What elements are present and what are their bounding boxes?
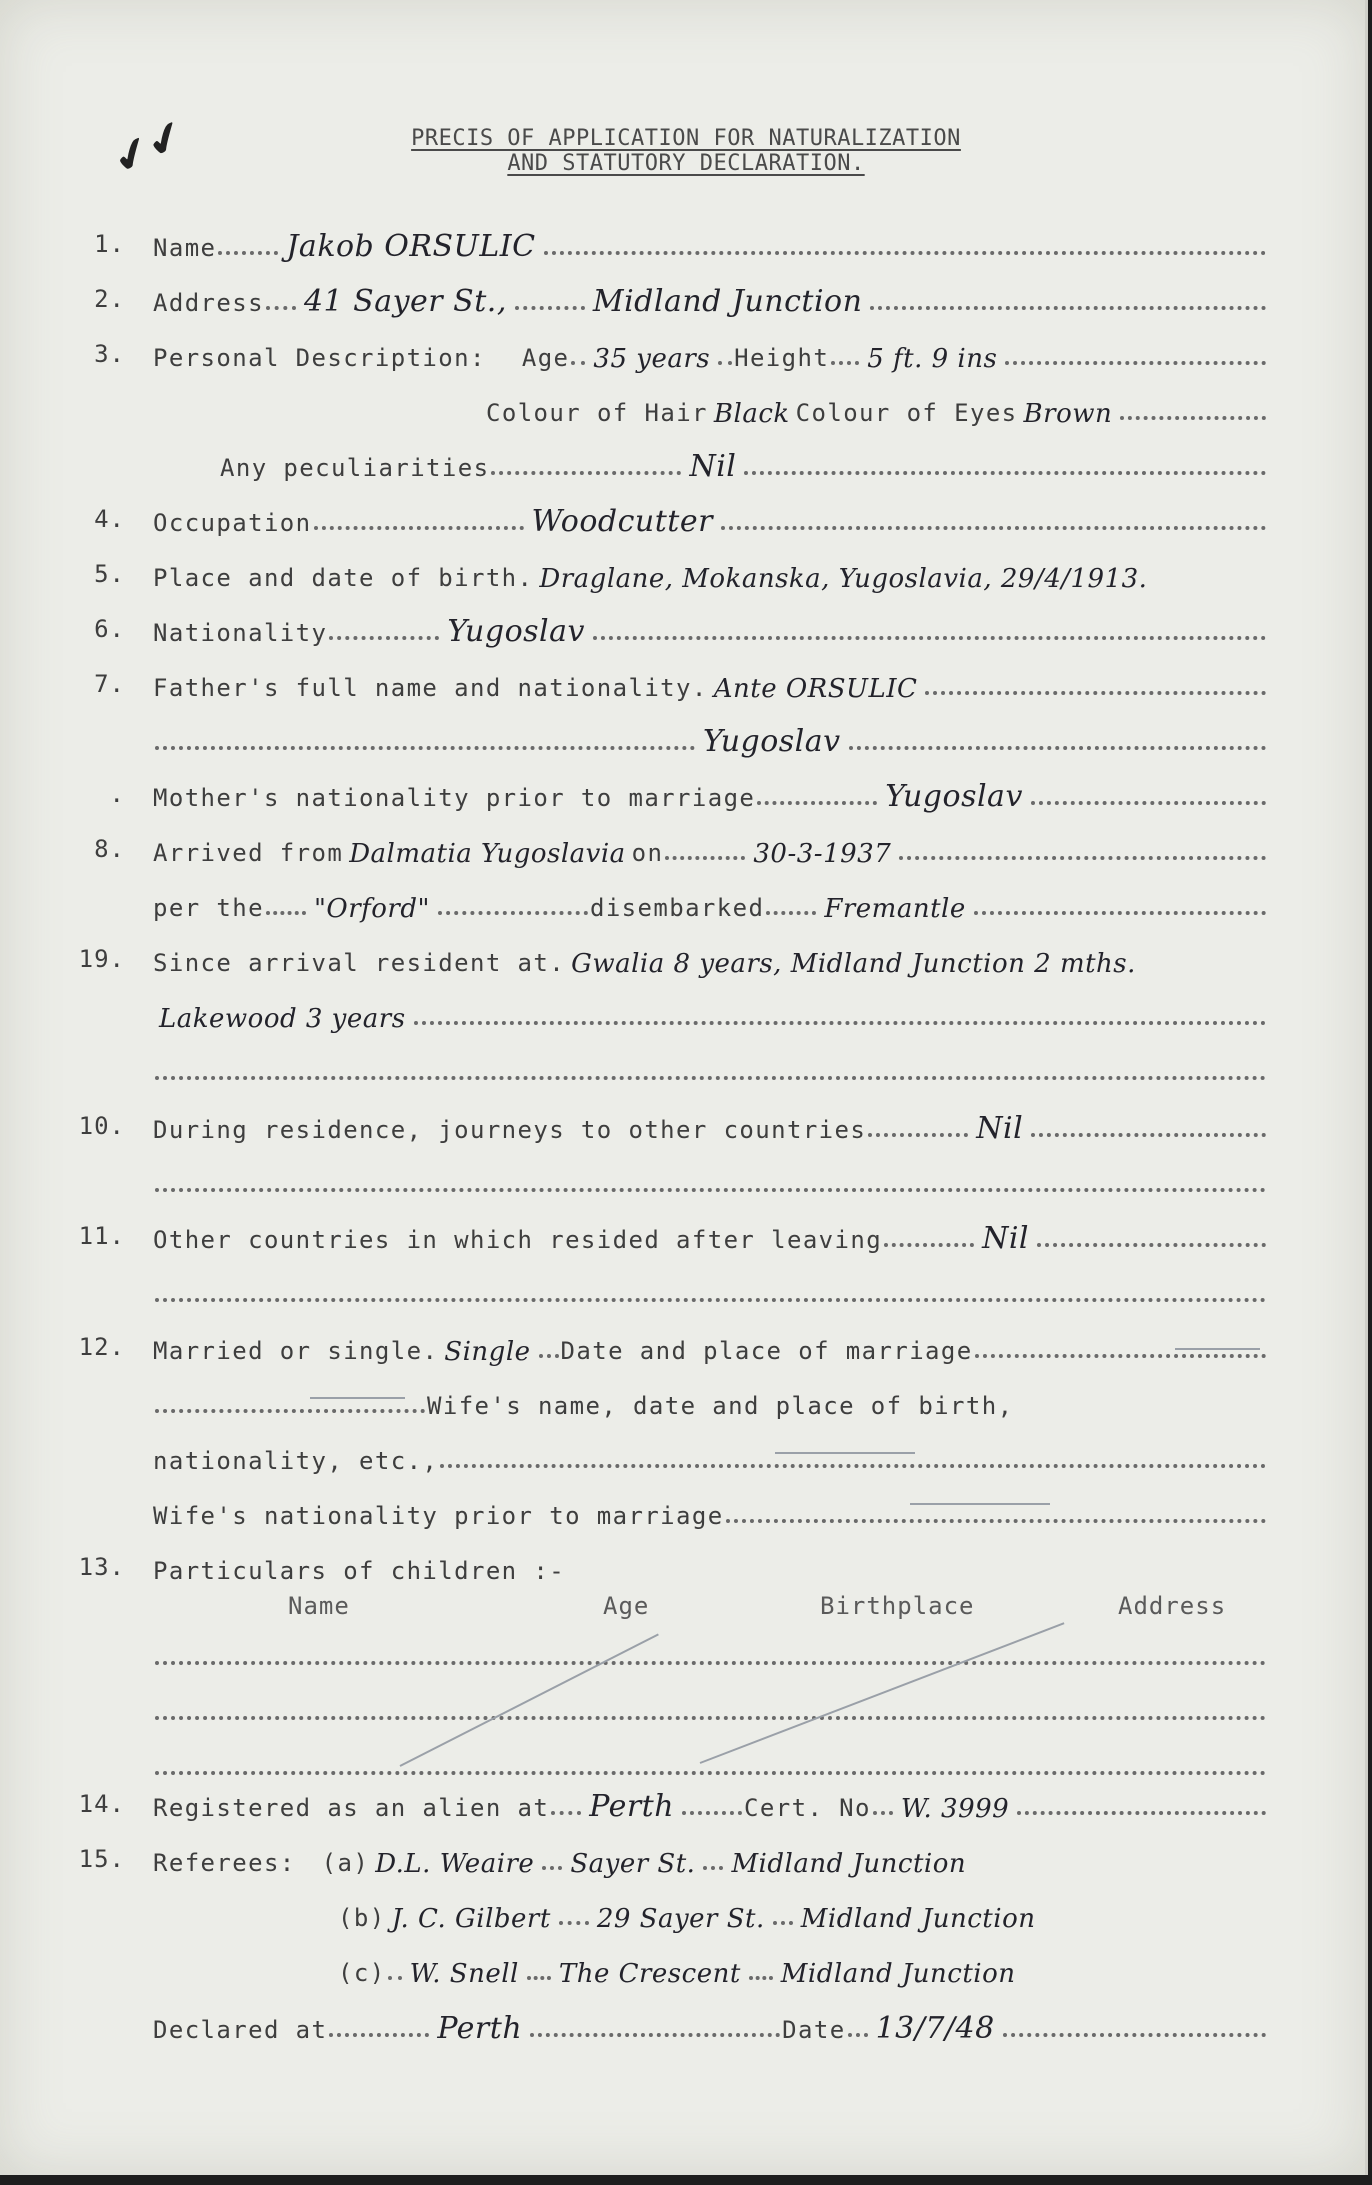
label-mother: Mother's nationality prior to marriage [153, 784, 756, 812]
field-peculiarities [220, 448, 1268, 482]
label-married: Married or single [153, 1337, 423, 1365]
item-number: 3. [94, 340, 125, 368]
column-name: Name [288, 1592, 350, 1620]
field-address [153, 283, 1268, 317]
label-personal-description: Personal Description: [153, 344, 486, 372]
value-ship: "Orford" [313, 894, 430, 924]
label-registered: Registered as an alien at [153, 1794, 550, 1822]
item-number: 13. [78, 1553, 125, 1581]
field-wife-nationality [153, 1496, 1268, 1530]
strike-line [310, 1397, 405, 1399]
blank-line [153, 1053, 1268, 1087]
label-cert-no: Cert. No [744, 1794, 871, 1822]
label-per-the: per the [153, 894, 264, 922]
value-disembarked: Fremantle [824, 894, 966, 924]
value-registered-at: Perth [589, 1789, 675, 1824]
label-ref-a: (a) [321, 1849, 370, 1877]
value-journeys: Nil [976, 1111, 1024, 1146]
value-father-name: Ante ORSULIC [713, 674, 918, 704]
value-ref-b-street: 29 Sayer St. [596, 1904, 765, 1934]
label-declared-at: Declared at [153, 2016, 328, 2044]
label-nationality-etc: nationality, etc., [153, 1447, 439, 1475]
label-arrived-from: Arrived from [153, 839, 344, 867]
item-number: 2. [94, 285, 125, 313]
item-number: 15. [78, 1845, 125, 1873]
value-ref-c-town: Midland Junction [780, 1959, 1016, 1989]
blank-line [153, 1275, 1268, 1309]
field-children [153, 1551, 1268, 1585]
value-ref-c-street: The Crescent [558, 1959, 741, 1989]
strike-line [1175, 1348, 1260, 1350]
value-age: 35 years [593, 344, 711, 374]
field-journeys [153, 1110, 1268, 1144]
value-peculiarities: Nil [689, 449, 737, 484]
label-date: Date [782, 2016, 846, 2044]
label-ref-c: (c) [338, 1959, 386, 1987]
item-number: 11. [78, 1222, 125, 1250]
field-registered [153, 1788, 1268, 1822]
value-address-street: 41 Sayer St., [303, 284, 507, 319]
value-declared-at: Perth [437, 2011, 523, 2046]
form-subtitle: AND STATUTORY DECLARATION. [507, 151, 865, 176]
value-hair: Black [713, 399, 790, 429]
value-occupation: Woodcutter [531, 504, 713, 539]
value-father-nationality: Yugoslav [703, 724, 841, 759]
item-number: 7. [94, 670, 125, 698]
item-number: 1. [94, 230, 125, 258]
label-date-place-marriage: Date and place of marriage [560, 1337, 973, 1365]
item-number: 8. [94, 835, 125, 863]
label-since-arrival: Since arrival resident at [153, 949, 550, 977]
value-nationality: Yugoslav [447, 614, 585, 649]
field-nationality [153, 613, 1268, 647]
value-ref-b-name: J. C. Gilbert [391, 1904, 551, 1934]
label-children: Particulars of children :- [153, 1557, 566, 1585]
label-other-countries: Other countries in which resided after leaving [153, 1226, 883, 1254]
label-ref-b: (b) [338, 1904, 386, 1932]
field-birth: Place and date of birth . Draglane, Mokanska, Yugoslavia, 29/4/1913. [153, 558, 1323, 592]
label-disembarked: disembarked [589, 894, 765, 922]
form-title: PRECIS OF APPLICATION FOR NATURALIZATION [411, 126, 961, 151]
value-ref-a-town: Midland Junction [731, 1849, 967, 1879]
label-peculiarities: Any peculiarities [220, 454, 490, 482]
field-referee-c [338, 1953, 1328, 1987]
blank-line [153, 1748, 1268, 1782]
item-number: 5. [94, 560, 125, 588]
value-ref-c-name: W. Snell [409, 1959, 519, 1989]
column-age: Age [603, 1592, 650, 1620]
label-birth: Place and date of birth [153, 564, 518, 592]
field-hair-eyes [486, 393, 1268, 427]
value-arrived-from: Dalmatia Yugoslavia [349, 839, 626, 869]
label-eyes: Colour of Eyes [795, 399, 1018, 427]
value-arrived-on: 30-3-1937 [753, 839, 892, 869]
field-name [153, 228, 1268, 262]
blank-line [153, 1693, 1268, 1727]
item-number: . [109, 780, 125, 808]
value-name: Jakob ORSULIC [286, 229, 536, 264]
check-marks: ✔✔ [104, 108, 194, 187]
blank-line [153, 1638, 1268, 1672]
field-wife-name [153, 1386, 1268, 1420]
label-hair: Colour of Hair [486, 399, 708, 427]
label-age: Age [521, 344, 570, 372]
item-number: 12. [78, 1333, 125, 1361]
value-ref-a-name: D.L. Weaire [375, 1849, 535, 1879]
label-nationality: Nationality [153, 619, 328, 647]
value-height: 5 ft. 9 ins [867, 344, 998, 374]
field-referee-a [153, 1843, 1323, 1877]
item-number: 19. [78, 945, 125, 973]
value-ref-a-street: Sayer St. [570, 1849, 696, 1879]
field-occupation [153, 503, 1268, 537]
label-name: Name [153, 234, 217, 262]
item-number: 6. [94, 615, 125, 643]
field-mother-nationality [153, 778, 1268, 812]
value-ref-b-town: Midland Junction [800, 1904, 1036, 1934]
strike-line [775, 1452, 915, 1454]
label-father: Father's full name and nationality [153, 674, 692, 702]
field-personal-description [153, 338, 1268, 372]
value-other-countries: Nil [982, 1221, 1030, 1256]
field-since-arrival-2 [153, 998, 1268, 1032]
field-nationality-etc [153, 1441, 1268, 1475]
value-date: 13/7/48 [875, 2011, 995, 2046]
field-referee-b [338, 1898, 1328, 1932]
label-wife-name: Wife's name, date and place of birth, [427, 1392, 1014, 1420]
field-ship [153, 888, 1268, 922]
column-address: Address [1118, 1592, 1227, 1620]
value-mother-nationality: Yugoslav [885, 779, 1023, 814]
label-occupation: Occupation [153, 509, 312, 537]
item-number: 10. [78, 1112, 125, 1140]
field-father: Father's full name and nationality . Ante ORSULIC [153, 668, 1268, 702]
value-resident-1: Gwalia 8 years, Midland Junction 2 mths. [571, 949, 1136, 979]
label-height: Height [734, 344, 830, 372]
field-married: Married or single . Single Date and place of marriage [153, 1331, 1268, 1365]
value-resident-2: Lakewood 3 years [159, 1004, 406, 1034]
field-father-nationality [153, 723, 1268, 757]
field-since-arrival: Since arrival resident at . Gwalia 8 years, Midland Junction 2 mths. [153, 943, 1323, 977]
field-declared [153, 2010, 1268, 2044]
blank-line [153, 1165, 1268, 1199]
label-address: Address [153, 289, 264, 317]
strike-line [910, 1503, 1050, 1505]
item-number: 4. [94, 505, 125, 533]
label-journeys: During residence, journeys to other countries [153, 1116, 867, 1144]
field-other-countries [153, 1220, 1268, 1254]
value-cert-no: W. 3999 [900, 1794, 1010, 1824]
column-birthplace: Birthplace [820, 1592, 975, 1620]
item-number: 14. [78, 1790, 125, 1818]
value-address-town: Midland Junction [592, 284, 863, 319]
value-eyes: Brown [1023, 399, 1113, 429]
value-birth: Draglane, Mokanska, Yugoslavia, 29/4/1913. [539, 564, 1148, 594]
label-referees: Referees: [153, 1849, 296, 1877]
value-married: Single [444, 1337, 531, 1367]
field-arrived [153, 833, 1268, 867]
label-on: on [631, 839, 664, 867]
label-wife-nationality: Wife's nationality prior to marriage [153, 1502, 724, 1530]
